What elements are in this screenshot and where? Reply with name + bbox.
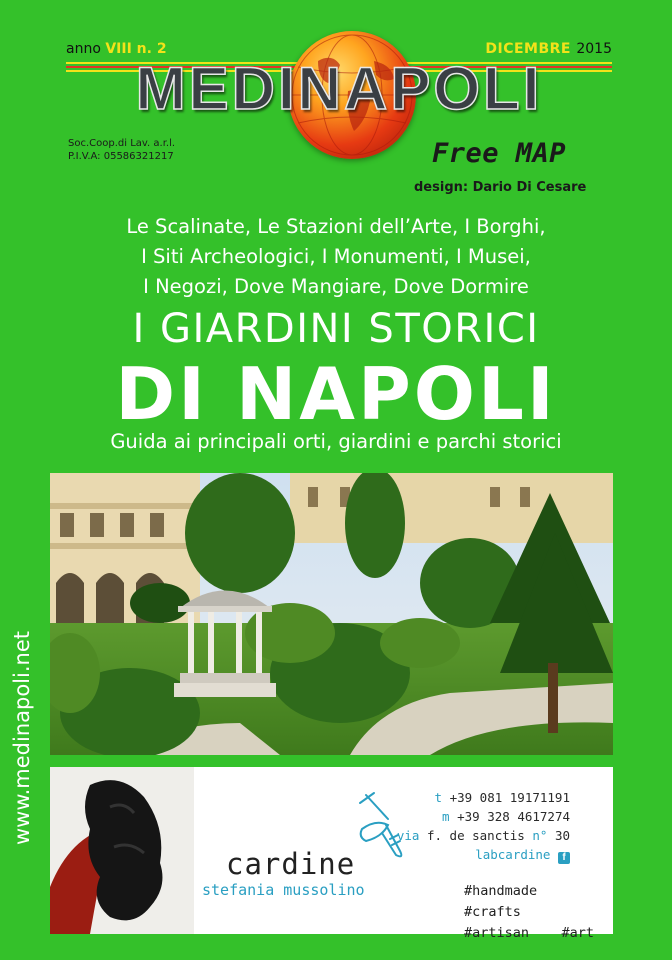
social-handle[interactable]: labcardine xyxy=(475,847,551,862)
cover-title-top: I GIARDINI STORICI xyxy=(132,306,540,352)
mobile-line xyxy=(397,807,570,826)
garden-photo xyxy=(50,473,613,755)
cardine-advertisement xyxy=(50,767,613,941)
free-map-label: Free MAP xyxy=(432,138,567,169)
website-url[interactable]: www.medinapoli.net xyxy=(10,631,34,845)
mobile-number[interactable]: +39 328 4617274 xyxy=(457,809,570,824)
magazine-logo: MEDINAPOLI xyxy=(135,55,543,122)
brand-name: cardine xyxy=(226,847,356,881)
address-number: 30 xyxy=(554,828,570,843)
contact-info xyxy=(397,788,570,864)
mobile-label: m xyxy=(442,809,450,824)
address-number-label: n° xyxy=(532,828,548,843)
hashtag-list xyxy=(464,881,594,944)
address-line xyxy=(397,826,570,845)
category-line: Le Scalinate, Le Stazioni dell’Arte, I Borghi, xyxy=(126,215,546,238)
issue-month: DICEMBRE xyxy=(485,41,577,57)
address-street: f. de sanctis xyxy=(426,828,525,843)
phone-line xyxy=(397,788,570,807)
facebook-icon[interactable]: f xyxy=(558,852,570,864)
issue-year: 2015 xyxy=(576,41,612,57)
category-line: I Siti Archeologici, I Monumenti, I Musei, xyxy=(141,245,531,268)
issue-volume: VIII n. 2 xyxy=(105,41,167,57)
brand-owner: stefania mussolino xyxy=(202,881,365,899)
hashtag-row: #handmade #crafts xyxy=(464,883,538,920)
social-line[interactable] xyxy=(397,845,570,864)
cover-subtitle: Guida ai principali orti, giardini e parchi storici xyxy=(110,430,562,453)
publisher-info xyxy=(68,137,175,163)
hashtag-row xyxy=(464,923,594,944)
category-list xyxy=(0,212,672,302)
cover-title-main: DI NAPOLI xyxy=(115,352,557,436)
phone-label: t xyxy=(434,790,443,805)
address-label: via xyxy=(396,828,420,843)
hashtag: #art xyxy=(561,925,594,941)
publisher-name: Soc.Coop.di Lav. a.r.l. xyxy=(68,138,176,149)
publisher-vat: P.I.V.A: 05586321217 xyxy=(68,151,174,162)
sculpture-photo xyxy=(50,767,194,934)
category-line: I Negozi, Dove Mangiare, Dove Dormire xyxy=(143,275,529,298)
design-credit: design: Dario Di Cesare xyxy=(414,180,587,195)
issue-prefix: anno xyxy=(66,41,106,57)
hashtag: #artisan xyxy=(464,925,530,941)
phone-number[interactable]: +39 081 19171191 xyxy=(449,790,570,805)
